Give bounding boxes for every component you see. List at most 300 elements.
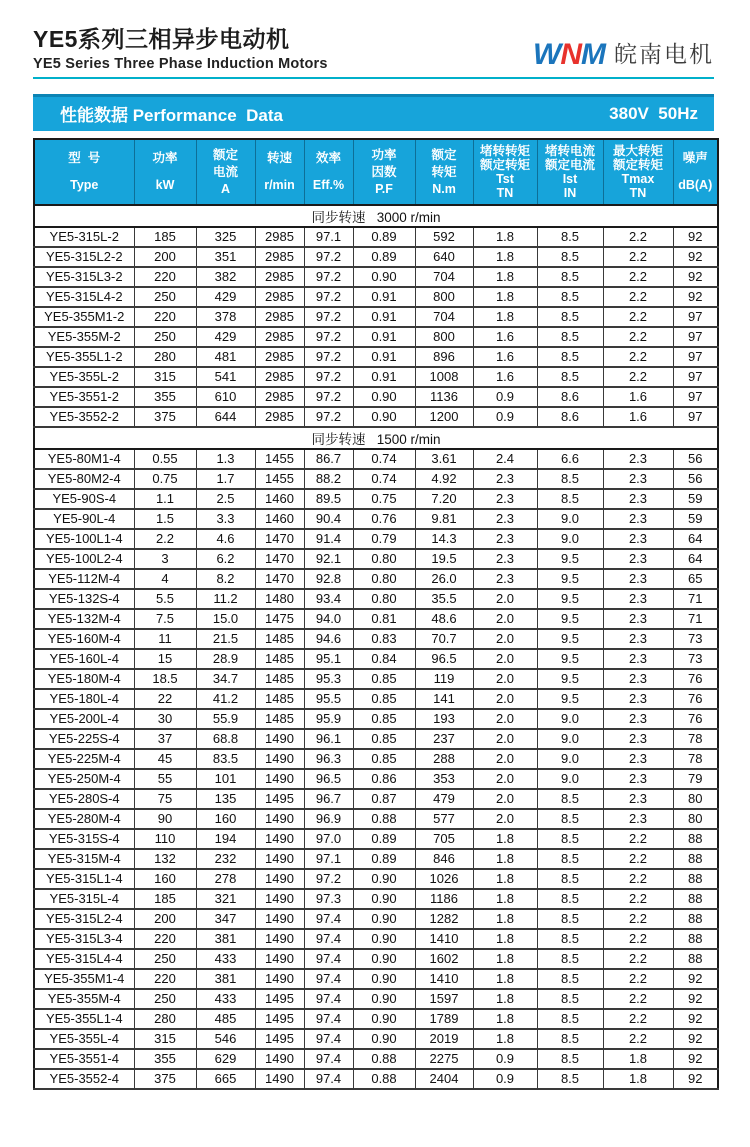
table-row (34, 649, 718, 669)
value-cell-locked-rotor-current: 8.6 (537, 407, 603, 427)
model-cell: YE5-180L-4 (34, 689, 134, 709)
value-cell-efficiency: 97.4 (304, 1009, 353, 1029)
value-cell-efficiency: 96.3 (304, 749, 353, 769)
value-cell-noise: 97 (673, 387, 718, 407)
value-cell-noise: 97 (673, 347, 718, 367)
value-cell-power-factor: 0.90 (353, 989, 415, 1009)
value-cell-locked-rotor-torque: 1.8 (473, 889, 537, 909)
table-row (34, 989, 718, 1009)
value-cell-locked-rotor-torque: 1.8 (473, 829, 537, 849)
value-cell-power-factor: 0.80 (353, 569, 415, 589)
value-cell-speed: 1495 (255, 789, 304, 809)
value-cell-locked-rotor-current: 9.5 (537, 689, 603, 709)
value-cell-noise: 88 (673, 929, 718, 949)
table-row (34, 909, 718, 929)
value-cell-rated-current: 278 (196, 869, 255, 889)
value-cell-locked-rotor-torque: 1.8 (473, 267, 537, 287)
table-row (34, 529, 718, 549)
value-cell-speed: 1490 (255, 849, 304, 869)
table-row (34, 1009, 718, 1029)
value-cell-locked-rotor-current: 8.6 (537, 387, 603, 407)
value-cell-locked-rotor-current: 8.5 (537, 267, 603, 287)
value-cell-max-torque: 1.6 (603, 387, 673, 407)
value-cell-efficiency: 96.5 (304, 769, 353, 789)
value-cell-locked-rotor-current: 8.5 (537, 327, 603, 347)
value-cell-locked-rotor-current: 9.5 (537, 589, 603, 609)
value-cell-max-torque: 2.2 (603, 367, 673, 387)
value-cell-noise: 92 (673, 1069, 718, 1089)
table-row (34, 589, 718, 609)
value-cell-max-torque: 2.3 (603, 589, 673, 609)
column-header-type: 型 号 Type (34, 139, 134, 205)
section-title: 同步转速 3000 r/min (34, 205, 718, 227)
value-cell-rated-current: 1.7 (196, 469, 255, 489)
value-cell-rated-torque: 1008 (415, 367, 473, 387)
value-cell-speed: 1455 (255, 449, 304, 469)
model-cell: YE5-132S-4 (34, 589, 134, 609)
value-cell-rated-torque: 70.7 (415, 629, 473, 649)
value-cell-efficiency: 94.0 (304, 609, 353, 629)
value-cell-locked-rotor-current: 9.0 (537, 509, 603, 529)
value-cell-speed: 1480 (255, 589, 304, 609)
value-cell-power-factor: 0.84 (353, 649, 415, 669)
value-cell-power: 7.5 (134, 609, 196, 629)
value-cell-rated-torque: 1410 (415, 929, 473, 949)
value-cell-noise: 92 (673, 267, 718, 287)
column-header-efficiency: 效率 Eff.% (304, 139, 353, 205)
model-cell: YE5-112M-4 (34, 569, 134, 589)
model-cell: YE5-315L4-4 (34, 949, 134, 969)
value-cell-speed: 1485 (255, 629, 304, 649)
value-cell-locked-rotor-torque: 2.3 (473, 489, 537, 509)
value-cell-power-factor: 0.85 (353, 669, 415, 689)
value-cell-power: 220 (134, 307, 196, 327)
value-cell-power-factor: 0.91 (353, 287, 415, 307)
value-cell-speed: 1490 (255, 809, 304, 829)
table-row (34, 247, 718, 267)
model-cell: YE5-315L3-2 (34, 267, 134, 287)
value-cell-locked-rotor-torque: 2.3 (473, 509, 537, 529)
value-cell-rated-torque: 592 (415, 227, 473, 247)
value-cell-rated-torque: 1200 (415, 407, 473, 427)
value-cell-rated-current: 83.5 (196, 749, 255, 769)
value-cell-speed: 1490 (255, 769, 304, 789)
page-subtitle: YE5 Series Three Phase Induction Motors (33, 55, 328, 72)
value-cell-locked-rotor-torque: 2.0 (473, 789, 537, 809)
value-cell-noise: 73 (673, 629, 718, 649)
value-cell-rated-torque: 704 (415, 307, 473, 327)
value-cell-noise: 76 (673, 709, 718, 729)
value-cell-locked-rotor-current: 8.5 (537, 949, 603, 969)
value-cell-locked-rotor-current: 8.5 (537, 489, 603, 509)
value-cell-power: 0.75 (134, 469, 196, 489)
value-cell-power-factor: 0.76 (353, 509, 415, 529)
value-cell-max-torque: 2.3 (603, 729, 673, 749)
header-divider (33, 77, 714, 79)
value-cell-power: 18.5 (134, 669, 196, 689)
value-cell-max-torque: 2.2 (603, 1009, 673, 1029)
value-cell-power: 280 (134, 347, 196, 367)
value-cell-locked-rotor-torque: 1.8 (473, 989, 537, 1009)
value-cell-power: 355 (134, 387, 196, 407)
value-cell-locked-rotor-torque: 1.8 (473, 949, 537, 969)
value-cell-max-torque: 2.3 (603, 769, 673, 789)
value-cell-rated-current: 610 (196, 387, 255, 407)
value-cell-power-factor: 0.86 (353, 769, 415, 789)
table-row (34, 1069, 718, 1089)
value-cell-power: 3 (134, 549, 196, 569)
table-row (34, 549, 718, 569)
value-cell-rated-torque: 288 (415, 749, 473, 769)
value-cell-power: 200 (134, 909, 196, 929)
value-cell-rated-torque: 704 (415, 267, 473, 287)
value-cell-speed: 2985 (255, 287, 304, 307)
value-cell-max-torque: 2.3 (603, 689, 673, 709)
brand-name: 皖南电机 (614, 41, 714, 68)
model-cell: YE5-315L4-2 (34, 287, 134, 307)
value-cell-speed: 1475 (255, 609, 304, 629)
value-cell-rated-current: 381 (196, 929, 255, 949)
model-cell: YE5-315S-4 (34, 829, 134, 849)
value-cell-locked-rotor-current: 8.5 (537, 227, 603, 247)
table-row (34, 709, 718, 729)
value-cell-max-torque: 2.3 (603, 529, 673, 549)
value-cell-locked-rotor-torque: 2.3 (473, 569, 537, 589)
value-cell-locked-rotor-current: 8.5 (537, 1049, 603, 1069)
value-cell-locked-rotor-current: 9.0 (537, 749, 603, 769)
model-cell: YE5-225M-4 (34, 749, 134, 769)
value-cell-max-torque: 1.8 (603, 1049, 673, 1069)
value-cell-max-torque: 2.3 (603, 469, 673, 489)
value-cell-rated-torque: 1186 (415, 889, 473, 909)
table-row (34, 869, 718, 889)
value-cell-speed: 1455 (255, 469, 304, 489)
value-cell-power: 250 (134, 949, 196, 969)
value-cell-speed: 1490 (255, 909, 304, 929)
model-cell: YE5-160M-4 (34, 629, 134, 649)
value-cell-max-torque: 2.3 (603, 609, 673, 629)
table-row (34, 367, 718, 387)
value-cell-max-torque: 2.2 (603, 1029, 673, 1049)
table-row (34, 929, 718, 949)
value-cell-rated-torque: 9.81 (415, 509, 473, 529)
table-row (34, 307, 718, 327)
table-row (34, 749, 718, 769)
table-row (34, 669, 718, 689)
value-cell-max-torque: 2.2 (603, 287, 673, 307)
brand-logo (533, 37, 714, 72)
value-cell-locked-rotor-current: 8.5 (537, 989, 603, 1009)
value-cell-rated-torque: 800 (415, 287, 473, 307)
value-cell-rated-torque: 193 (415, 709, 473, 729)
value-cell-power: 185 (134, 227, 196, 247)
value-cell-power-factor: 0.74 (353, 469, 415, 489)
value-cell-max-torque: 2.2 (603, 969, 673, 989)
value-cell-rated-torque: 2275 (415, 1049, 473, 1069)
value-cell-power-factor: 0.74 (353, 449, 415, 469)
value-cell-locked-rotor-current: 8.5 (537, 809, 603, 829)
value-cell-efficiency: 97.2 (304, 367, 353, 387)
value-cell-speed: 1485 (255, 669, 304, 689)
value-cell-rated-current: 429 (196, 287, 255, 307)
value-cell-locked-rotor-torque: 2.0 (473, 749, 537, 769)
value-cell-power-factor: 0.90 (353, 909, 415, 929)
value-cell-rated-torque: 479 (415, 789, 473, 809)
value-cell-efficiency: 97.4 (304, 969, 353, 989)
value-cell-locked-rotor-current: 8.5 (537, 849, 603, 869)
value-cell-locked-rotor-torque: 2.0 (473, 709, 537, 729)
column-header-locked-rotor-torque: 堵转转矩 额定转矩 Tst TN (473, 139, 537, 205)
value-cell-locked-rotor-current: 8.5 (537, 1029, 603, 1049)
value-cell-noise: 71 (673, 609, 718, 629)
value-cell-max-torque: 2.3 (603, 549, 673, 569)
value-cell-rated-torque: 48.6 (415, 609, 473, 629)
value-cell-locked-rotor-torque: 1.8 (473, 247, 537, 267)
value-cell-speed: 1490 (255, 1049, 304, 1069)
value-cell-speed: 2985 (255, 407, 304, 427)
value-cell-efficiency: 97.2 (304, 307, 353, 327)
value-cell-rated-torque: 1410 (415, 969, 473, 989)
value-cell-speed: 1495 (255, 989, 304, 1009)
value-cell-noise: 92 (673, 1029, 718, 1049)
value-cell-rated-current: 629 (196, 1049, 255, 1069)
value-cell-locked-rotor-torque: 0.9 (473, 407, 537, 427)
value-cell-rated-torque: 119 (415, 669, 473, 689)
table-row (34, 629, 718, 649)
model-cell: YE5-315L-2 (34, 227, 134, 247)
value-cell-rated-torque: 1602 (415, 949, 473, 969)
performance-data-banner (33, 94, 714, 131)
value-cell-rated-current: 135 (196, 789, 255, 809)
model-cell: YE5-90L-4 (34, 509, 134, 529)
value-cell-power-factor: 0.89 (353, 247, 415, 267)
value-cell-efficiency: 97.3 (304, 889, 353, 909)
value-cell-power-factor: 0.87 (353, 789, 415, 809)
value-cell-power-factor: 0.90 (353, 869, 415, 889)
value-cell-speed: 1470 (255, 529, 304, 549)
value-cell-locked-rotor-torque: 2.3 (473, 549, 537, 569)
value-cell-power: 2.2 (134, 529, 196, 549)
value-cell-rated-current: 347 (196, 909, 255, 929)
value-cell-noise: 76 (673, 689, 718, 709)
value-cell-power: 220 (134, 969, 196, 989)
value-cell-power: 45 (134, 749, 196, 769)
value-cell-locked-rotor-torque: 2.3 (473, 469, 537, 489)
value-cell-power: 75 (134, 789, 196, 809)
value-cell-power: 132 (134, 849, 196, 869)
value-cell-locked-rotor-current: 8.5 (537, 929, 603, 949)
column-header-max-torque: 最大转矩 额定转矩 Tmax TN (603, 139, 673, 205)
value-cell-speed: 2985 (255, 267, 304, 287)
value-cell-noise: 56 (673, 469, 718, 489)
value-cell-noise: 88 (673, 949, 718, 969)
value-cell-speed: 1490 (255, 749, 304, 769)
value-cell-power-factor: 0.79 (353, 529, 415, 549)
value-cell-power-factor: 0.88 (353, 1069, 415, 1089)
value-cell-rated-current: 381 (196, 969, 255, 989)
value-cell-max-torque: 2.2 (603, 929, 673, 949)
value-cell-speed: 1495 (255, 1009, 304, 1029)
value-cell-max-torque: 2.3 (603, 669, 673, 689)
value-cell-efficiency: 95.5 (304, 689, 353, 709)
value-cell-speed: 1470 (255, 569, 304, 589)
value-cell-rated-torque: 7.20 (415, 489, 473, 509)
table-row (34, 449, 718, 469)
column-header-locked-rotor-current: 堵转电流 额定电流 Ist IN (537, 139, 603, 205)
value-cell-rated-current: 8.2 (196, 569, 255, 589)
value-cell-locked-rotor-torque: 0.9 (473, 387, 537, 407)
table-row (34, 267, 718, 287)
value-cell-rated-torque: 1789 (415, 1009, 473, 1029)
value-cell-noise: 78 (673, 729, 718, 749)
value-cell-efficiency: 97.4 (304, 1069, 353, 1089)
model-cell: YE5-3552-4 (34, 1069, 134, 1089)
value-cell-power-factor: 0.89 (353, 849, 415, 869)
value-cell-efficiency: 97.0 (304, 829, 353, 849)
value-cell-power: 220 (134, 929, 196, 949)
value-cell-locked-rotor-current: 8.5 (537, 247, 603, 267)
value-cell-noise: 80 (673, 789, 718, 809)
value-cell-noise: 79 (673, 769, 718, 789)
value-cell-locked-rotor-torque: 1.8 (473, 307, 537, 327)
value-cell-rated-current: 232 (196, 849, 255, 869)
value-cell-rated-current: 28.9 (196, 649, 255, 669)
value-cell-rated-current: 21.5 (196, 629, 255, 649)
value-cell-power: 30 (134, 709, 196, 729)
value-cell-power-factor: 0.90 (353, 929, 415, 949)
value-cell-rated-current: 433 (196, 949, 255, 969)
value-cell-power: 90 (134, 809, 196, 829)
value-cell-max-torque: 2.3 (603, 509, 673, 529)
value-cell-rated-current: 1.3 (196, 449, 255, 469)
value-cell-speed: 2985 (255, 367, 304, 387)
value-cell-efficiency: 97.2 (304, 347, 353, 367)
value-cell-locked-rotor-torque: 2.0 (473, 649, 537, 669)
value-cell-locked-rotor-current: 9.5 (537, 669, 603, 689)
value-cell-max-torque: 2.2 (603, 307, 673, 327)
value-cell-rated-current: 194 (196, 829, 255, 849)
value-cell-efficiency: 93.4 (304, 589, 353, 609)
value-cell-rated-torque: 96.5 (415, 649, 473, 669)
value-cell-rated-torque: 4.92 (415, 469, 473, 489)
value-cell-efficiency: 97.2 (304, 267, 353, 287)
value-cell-rated-current: 41.2 (196, 689, 255, 709)
value-cell-noise: 71 (673, 589, 718, 609)
banner-title: 性能数据 Performance Data (60, 106, 283, 126)
value-cell-speed: 1470 (255, 549, 304, 569)
value-cell-efficiency: 97.4 (304, 909, 353, 929)
value-cell-rated-torque: 2404 (415, 1069, 473, 1089)
value-cell-power-factor: 0.80 (353, 549, 415, 569)
value-cell-locked-rotor-current: 8.5 (537, 287, 603, 307)
value-cell-power: 185 (134, 889, 196, 909)
value-cell-locked-rotor-torque: 1.8 (473, 969, 537, 989)
value-cell-max-torque: 2.2 (603, 989, 673, 1009)
value-cell-power: 0.55 (134, 449, 196, 469)
value-cell-noise: 88 (673, 909, 718, 929)
value-cell-max-torque: 2.2 (603, 327, 673, 347)
value-cell-speed: 2985 (255, 347, 304, 367)
value-cell-efficiency: 92.8 (304, 569, 353, 589)
value-cell-locked-rotor-torque: 1.8 (473, 909, 537, 929)
value-cell-max-torque: 1.6 (603, 407, 673, 427)
value-cell-noise: 92 (673, 247, 718, 267)
value-cell-rated-torque: 1597 (415, 989, 473, 1009)
value-cell-power: 55 (134, 769, 196, 789)
value-cell-noise: 92 (673, 1049, 718, 1069)
value-cell-noise: 92 (673, 989, 718, 1009)
value-cell-noise: 92 (673, 1009, 718, 1029)
value-cell-efficiency: 97.4 (304, 989, 353, 1009)
value-cell-speed: 1490 (255, 949, 304, 969)
value-cell-speed: 2985 (255, 227, 304, 247)
table-row (34, 809, 718, 829)
value-cell-efficiency: 96.9 (304, 809, 353, 829)
value-cell-rated-torque: 1136 (415, 387, 473, 407)
value-cell-power: 375 (134, 407, 196, 427)
value-cell-locked-rotor-torque: 0.9 (473, 1049, 537, 1069)
model-cell: YE5-160L-4 (34, 649, 134, 669)
value-cell-locked-rotor-current: 8.5 (537, 969, 603, 989)
value-cell-power: 160 (134, 869, 196, 889)
value-cell-power: 355 (134, 1049, 196, 1069)
value-cell-rated-torque: 800 (415, 327, 473, 347)
value-cell-locked-rotor-current: 8.5 (537, 367, 603, 387)
table-row (34, 1029, 718, 1049)
value-cell-rated-torque: 141 (415, 689, 473, 709)
value-cell-locked-rotor-torque: 2.4 (473, 449, 537, 469)
model-cell: YE5-180M-4 (34, 669, 134, 689)
value-cell-rated-torque: 1282 (415, 909, 473, 929)
value-cell-locked-rotor-torque: 1.8 (473, 1029, 537, 1049)
value-cell-rated-current: 6.2 (196, 549, 255, 569)
model-cell: YE5-132M-4 (34, 609, 134, 629)
table-row (34, 829, 718, 849)
value-cell-rated-current: 433 (196, 989, 255, 1009)
model-cell: YE5-80M2-4 (34, 469, 134, 489)
value-cell-power-factor: 0.88 (353, 809, 415, 829)
value-cell-power: 315 (134, 1029, 196, 1049)
value-cell-locked-rotor-current: 9.0 (537, 529, 603, 549)
value-cell-power-factor: 0.85 (353, 709, 415, 729)
value-cell-power-factor: 0.90 (353, 1009, 415, 1029)
title-block (33, 26, 328, 72)
value-cell-noise: 80 (673, 809, 718, 829)
value-cell-rated-torque: 14.3 (415, 529, 473, 549)
wnm-logo-icon: WNM (533, 37, 605, 71)
value-cell-efficiency: 97.4 (304, 1029, 353, 1049)
value-cell-speed: 1490 (255, 729, 304, 749)
value-cell-noise: 88 (673, 849, 718, 869)
value-cell-locked-rotor-current: 8.5 (537, 869, 603, 889)
value-cell-efficiency: 97.2 (304, 869, 353, 889)
model-cell: YE5-315L2-4 (34, 909, 134, 929)
value-cell-efficiency: 95.3 (304, 669, 353, 689)
value-cell-rated-torque: 640 (415, 247, 473, 267)
value-cell-locked-rotor-torque: 1.8 (473, 929, 537, 949)
model-cell: YE5-355M-4 (34, 989, 134, 1009)
value-cell-efficiency: 94.6 (304, 629, 353, 649)
value-cell-rated-current: 546 (196, 1029, 255, 1049)
value-cell-power-factor: 0.89 (353, 227, 415, 247)
value-cell-efficiency: 95.9 (304, 709, 353, 729)
value-cell-locked-rotor-torque: 1.8 (473, 869, 537, 889)
column-header-rated-torque: 额定 转矩 N.m (415, 139, 473, 205)
value-cell-rated-torque: 705 (415, 829, 473, 849)
model-cell: YE5-355M1-4 (34, 969, 134, 989)
value-cell-power: 375 (134, 1069, 196, 1089)
value-cell-power-factor: 0.91 (353, 307, 415, 327)
